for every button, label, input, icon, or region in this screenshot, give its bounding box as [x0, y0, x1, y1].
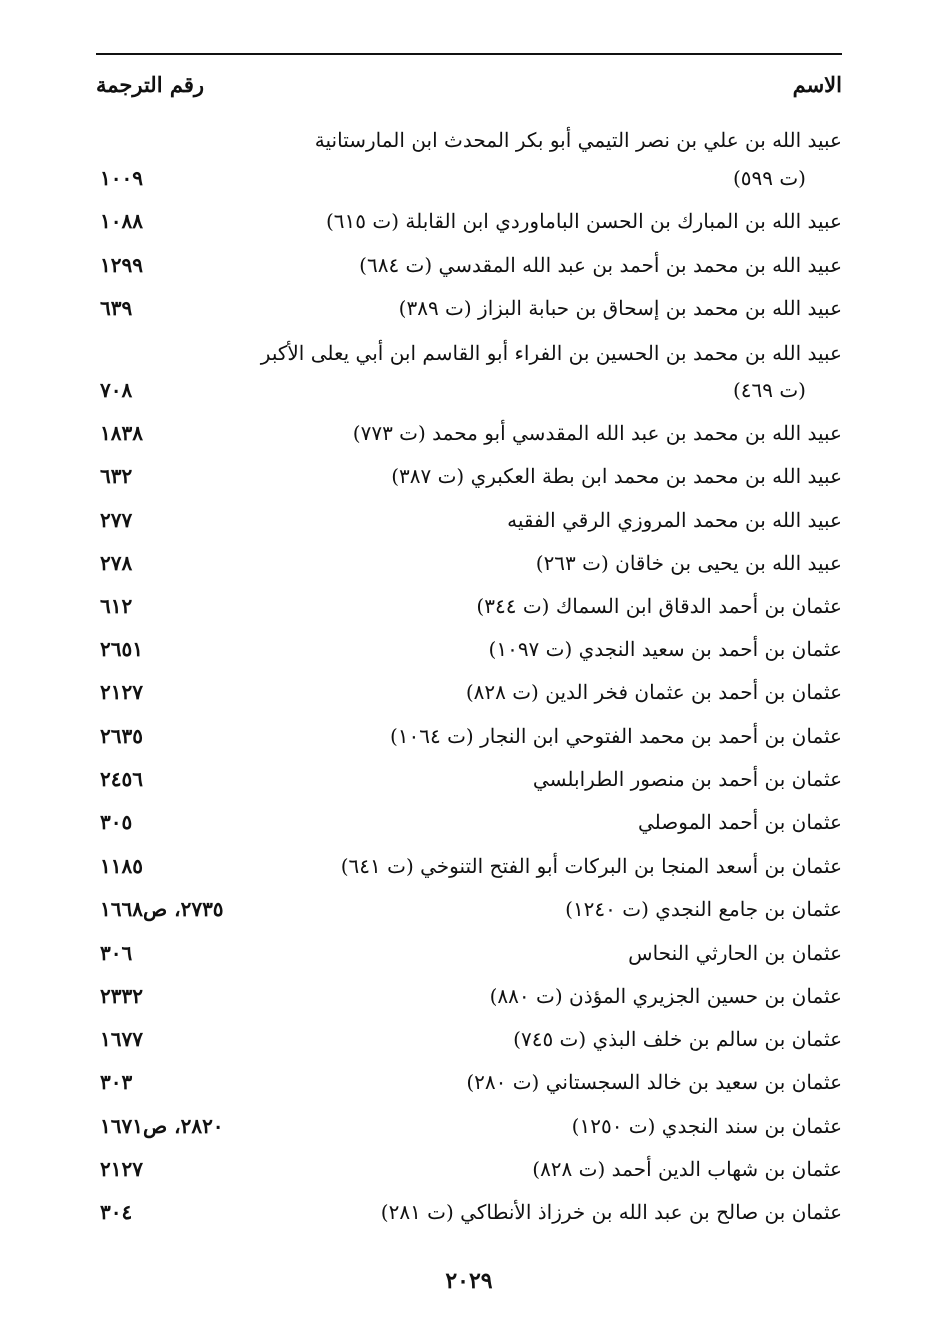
entry-number: ٢٤٥٦: [100, 767, 143, 791]
entry-number: ٣٠٣: [100, 1070, 133, 1094]
entry-name: عثمان بن أحمد بن محمد الفتوحي ابن النجار (ت ١٠٦٤): [389, 724, 842, 748]
entry-name: عثمان بن سعيد بن خالد السجستاني (ت ٢٨٠): [466, 1070, 842, 1094]
entry-number: ١٨٣٨: [100, 421, 143, 445]
entry-name: عثمان بن أسعد المنجا بن البركات أبو الفتح التنوخي (ت ٦٤١): [340, 854, 842, 878]
entry-number: ٢٧٧: [100, 508, 133, 532]
page-number: ٢٠٢٩: [445, 1268, 493, 1294]
entry-name: عبيد الله بن يحيى بن خاقان (ت ٢٦٣): [535, 551, 842, 575]
index-entries: [96, 0, 842, 1335]
entry-number: ٢٣٣٢: [100, 984, 143, 1008]
entry-number: ٢٧٨: [100, 551, 133, 575]
entry-name-continuation: (ت ٤٦٩): [732, 378, 806, 402]
entry-number: ٦١٢: [100, 594, 133, 618]
entry-name: عثمان بن الحارثي النحاس: [628, 941, 842, 965]
entry-name: عبيد الله بن محمد بن أحمد بن عبد الله المقدسي (ت ٦٨٤): [359, 253, 842, 277]
entry-number: ٢١٢٧: [100, 1157, 143, 1181]
entry-number: ٦٣٩: [100, 296, 133, 320]
entry-name: عثمان بن جامع النجدي (ت ١٢٤٠): [565, 897, 842, 921]
header-number-column: رقم الترجمة: [96, 72, 205, 97]
entry-number: ٢٦٣٥: [100, 724, 143, 748]
entry-number: ٢٨٢٠، ص١٦٧١: [100, 1114, 224, 1138]
entry-name: عبيد الله بن محمد بن إسحاق بن حبابة البزاز (ت ٣٨٩): [398, 296, 842, 320]
entry-number: ٢٦٥١: [100, 637, 143, 661]
entry-number: ٧٠٨: [100, 378, 133, 402]
entry-number: ١٠٨٨: [100, 209, 143, 233]
entry-number: ١٠٠٩: [100, 166, 143, 190]
entry-name: عبيد الله بن علي بن نصر التيمي أبو بكر المحدث ابن المارستانية: [314, 128, 842, 152]
entry-number: ١٢٩٩: [100, 253, 143, 277]
entry-name: عبيد الله بن المبارك بن الحسن الباماوردي ابن القابلة (ت ٦١٥): [325, 209, 842, 233]
entry-name: عثمان بن شهاب الدين أحمد (ت ٨٢٨): [532, 1157, 842, 1181]
entry-name: عبيد الله بن محمد بن عبد الله المقدسي أبو محمد (ت ٧٧٣): [352, 421, 842, 445]
entry-name: عثمان بن سند النجدي (ت ١٢٥٠): [571, 1114, 842, 1138]
entry-name: عثمان بن أحمد بن سعيد النجدي (ت ١٠٩٧): [488, 637, 842, 661]
entry-number: ٢٧٣٥، ص١٦٦٨: [100, 897, 224, 921]
header-name-column: الاسم: [792, 72, 842, 97]
entry-name: عثمان بن أحمد بن عثمان فخر الدين (ت ٨٢٨): [465, 680, 842, 704]
entry-name: عبيد الله بن محمد بن الحسين بن الفراء أبو القاسم ابن أبي يعلى الأكبر: [260, 341, 842, 365]
entry-number: ٦٣٢: [100, 464, 133, 488]
entry-number: ٣٠٦: [100, 941, 133, 965]
entry-number: ١٦٧٧: [100, 1027, 143, 1051]
entry-name: عبيد الله بن محمد بن محمد ابن بطة العكبري (ت ٣٨٧): [391, 464, 842, 488]
entry-name: عثمان بن أحمد الموصلي: [638, 810, 842, 834]
entry-name: عثمان بن أحمد بن منصور الطرابلسي: [532, 767, 842, 791]
entry-name: عثمان بن حسين الجزيري المؤذن (ت ٨٨٠): [489, 984, 842, 1008]
entry-number: ٣٠٤: [100, 1200, 133, 1224]
entry-name: عثمان بن صالح بن عبد الله بن خرزاذ الأنطاكي (ت ٢٨١): [380, 1200, 842, 1224]
entry-number: ٢١٢٧: [100, 680, 143, 704]
entry-number: ١١٨٥: [100, 854, 143, 878]
entry-number: ٣٠٥: [100, 810, 133, 834]
entry-name: عبيد الله بن محمد المروزي الرقي الفقيه: [507, 508, 842, 532]
entry-name: عثمان بن سالم بن خلف البذي (ت ٧٤٥): [513, 1027, 842, 1051]
entry-name-continuation: (ت ٥٩٩): [732, 166, 806, 190]
entry-name: عثمان بن أحمد الدقاق ابن السماك (ت ٣٤٤): [476, 594, 842, 618]
